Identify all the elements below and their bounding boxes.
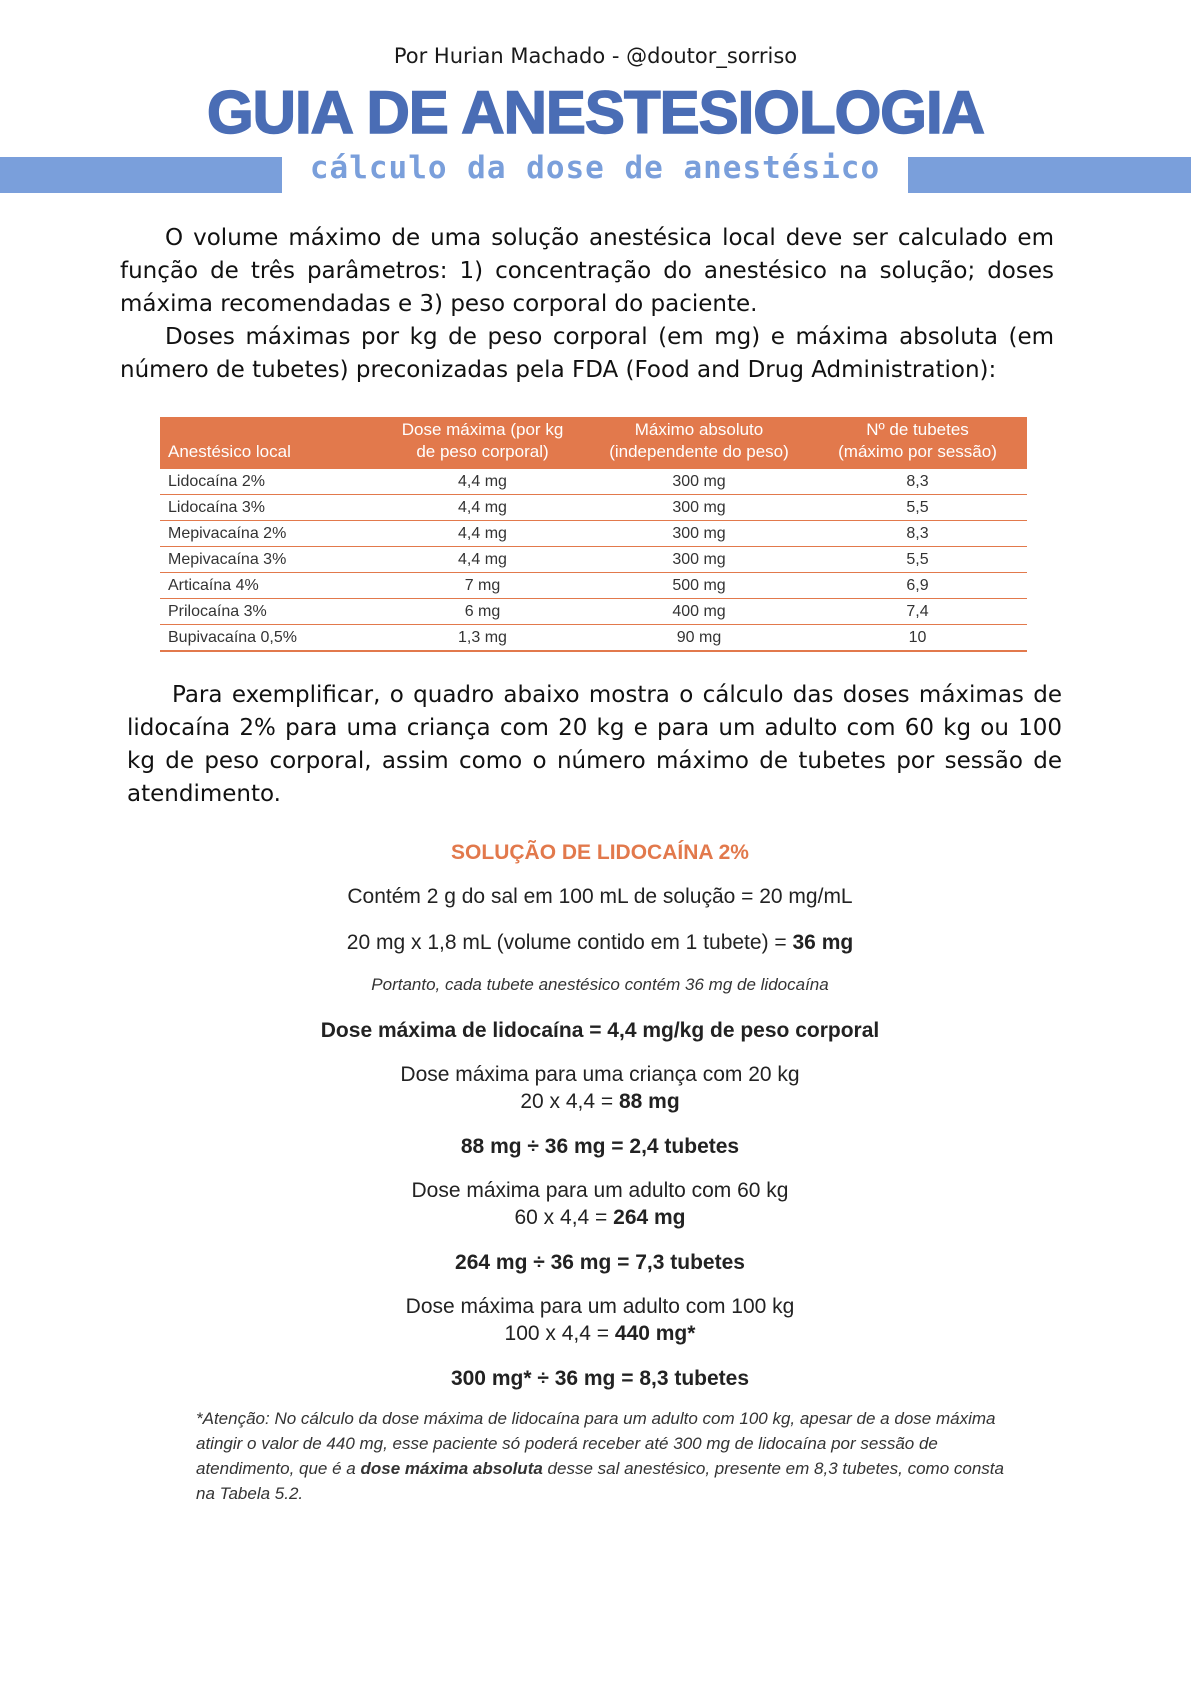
doses-table [160, 417, 1027, 652]
cell-maximo: 300 mg [672, 472, 726, 490]
calc-adult100-label: Dose máxima para um adulto com 100 kg [405, 1295, 795, 1318]
table-row [160, 573, 1027, 599]
intro-text-2: Doses máximas por kg de peso corporal (em mg) e máxima absoluta (em número de tubetes) preconizadas pela FDA (Food and Drug Administration): [120, 324, 1054, 383]
calc-child-calc: 20 x 4,4 = 88 mg [520, 1090, 680, 1113]
subtitle-band-left [0, 157, 282, 193]
intro-text-1: O volume máximo de uma solução anestésica local deve ser calculado em função de três parâmetros: 1) concentração do anestésico na solução; doses máxima recomendadas e 3) peso corporal do paciente. [120, 225, 1054, 317]
table-row [160, 625, 1027, 652]
header-anestesico: Anestésico local [168, 442, 291, 461]
subtitle-band-right [908, 157, 1191, 193]
cell-dose: 4,4 mg [458, 550, 507, 568]
table-row [160, 521, 1027, 547]
calc-concentration: Contém 2 g do sal em 100 mL de solução = 20 mg/mL [347, 885, 853, 908]
example-paragraph [127, 679, 1062, 811]
example-section [127, 679, 1062, 811]
cell-maximo: 300 mg [672, 524, 726, 542]
cell-anestesico: Lidocaína 2% [168, 472, 265, 490]
cell-anestesico: Bupivacaína 0,5% [168, 628, 297, 646]
cell-dose: 4,4 mg [458, 524, 507, 542]
intro-paragraph-1 [120, 222, 1054, 321]
calc-note: Portanto, cada tubete anestésico contém 36 mg de lidocaína [371, 975, 829, 994]
table-row [160, 469, 1027, 495]
cell-anestesico: Lidocaína 3% [168, 498, 265, 516]
cell-dose: 1,3 mg [458, 628, 507, 646]
cell-dose: 7 mg [464, 576, 501, 594]
cell-maximo: 300 mg [672, 550, 726, 568]
calc-adult100-result: 300 mg* ÷ 36 mg = 8,3 tubetes [450, 1367, 750, 1390]
cell-tubetes: 8,3 [906, 524, 929, 542]
calc-adult60-label: Dose máxima para um adulto com 60 kg [411, 1179, 789, 1202]
cell-anestesico: Articaína 4% [168, 576, 259, 594]
header-maximo-absoluto: Máximo absoluto (independente do peso) [609, 420, 789, 461]
page-subtitle: cálculo da dose de anestésico [309, 150, 881, 186]
example-text: Para exemplificar, o quadro abaixo mostra o cálculo das doses máximas de lidocaína 2% para uma criança com 20 kg e para um adulto com 60 kg ou 100 kg de peso corporal, assim como o número máximo de tubetes por sessão de atendimento. [127, 682, 1062, 807]
cell-tubetes: 6,9 [906, 576, 929, 594]
table-header [160, 417, 1027, 469]
table-row [160, 547, 1027, 573]
cell-tubetes: 5,5 [906, 498, 929, 516]
calc-child-label: Dose máxima para uma criança com 20 kg [400, 1063, 800, 1086]
cell-anestesico: Mepivacaína 3% [168, 550, 287, 568]
calc-adult60-calc: 60 x 4,4 = 264 mg [514, 1206, 686, 1229]
intro-section [120, 222, 1054, 387]
cell-maximo: 400 mg [672, 602, 726, 620]
intro-paragraph-2 [120, 321, 1054, 387]
table-body [160, 469, 1027, 652]
cell-tubetes: 5,5 [906, 550, 929, 568]
cell-maximo: 500 mg [672, 576, 726, 594]
header-tubetes: Nº de tubetes (máximo por sessão) [838, 420, 997, 461]
calc-title: SOLUÇÃO DE LIDOCAÍNA 2% [451, 841, 749, 864]
author-credit: Por Hurian Machado - @doutor_sorriso [393, 44, 798, 68]
cell-dose: 4,4 mg [458, 472, 507, 490]
header-dose-maxima: Dose máxima (por kg de peso corporal) [401, 420, 564, 461]
table-row [160, 495, 1027, 521]
cell-tubetes: 8,3 [906, 472, 929, 490]
cell-tubetes: 7,4 [906, 602, 929, 620]
cell-tubetes: 10 [908, 628, 927, 646]
table-row [160, 599, 1027, 625]
cell-dose: 4,4 mg [458, 498, 507, 516]
calc-max-dose: Dose máxima de lidocaína = 4,4 mg/kg de peso corporal [320, 1019, 880, 1042]
cell-anestesico: Prilocaína 3% [168, 602, 267, 620]
page-title: GUIA DE ANESTESIOLOGIA [207, 79, 984, 146]
cell-anestesico: Mepivacaína 2% [168, 524, 287, 542]
calc-adult60-result: 264 mg ÷ 36 mg = 7,3 tubetes [455, 1251, 745, 1274]
calc-tubete-content: 20 mg x 1,8 mL (volume contido em 1 tubete) = 36 mg [346, 931, 854, 954]
calc-child-result: 88 mg ÷ 36 mg = 2,4 tubetes [460, 1135, 740, 1158]
cell-maximo: 300 mg [672, 498, 726, 516]
calc-adult100-calc: 100 x 4,4 = 440 mg* [504, 1322, 696, 1345]
cell-dose: 6 mg [464, 602, 501, 620]
calc-footnote: *Atenção: No cálculo da dose máxima de lidocaína para um adulto com 100 kg, apesar de a dose máxima atingir o valor de 440 mg, esse paciente só poderá receber até 300 mg de lidocaína por sessão de atendimento, que é a dose máxima absoluta desse sal anestésico, presente em 8,3 tubetes, como consta na Tabela 5.2. [196, 1409, 1004, 1503]
cell-maximo: 90 mg [676, 628, 722, 646]
